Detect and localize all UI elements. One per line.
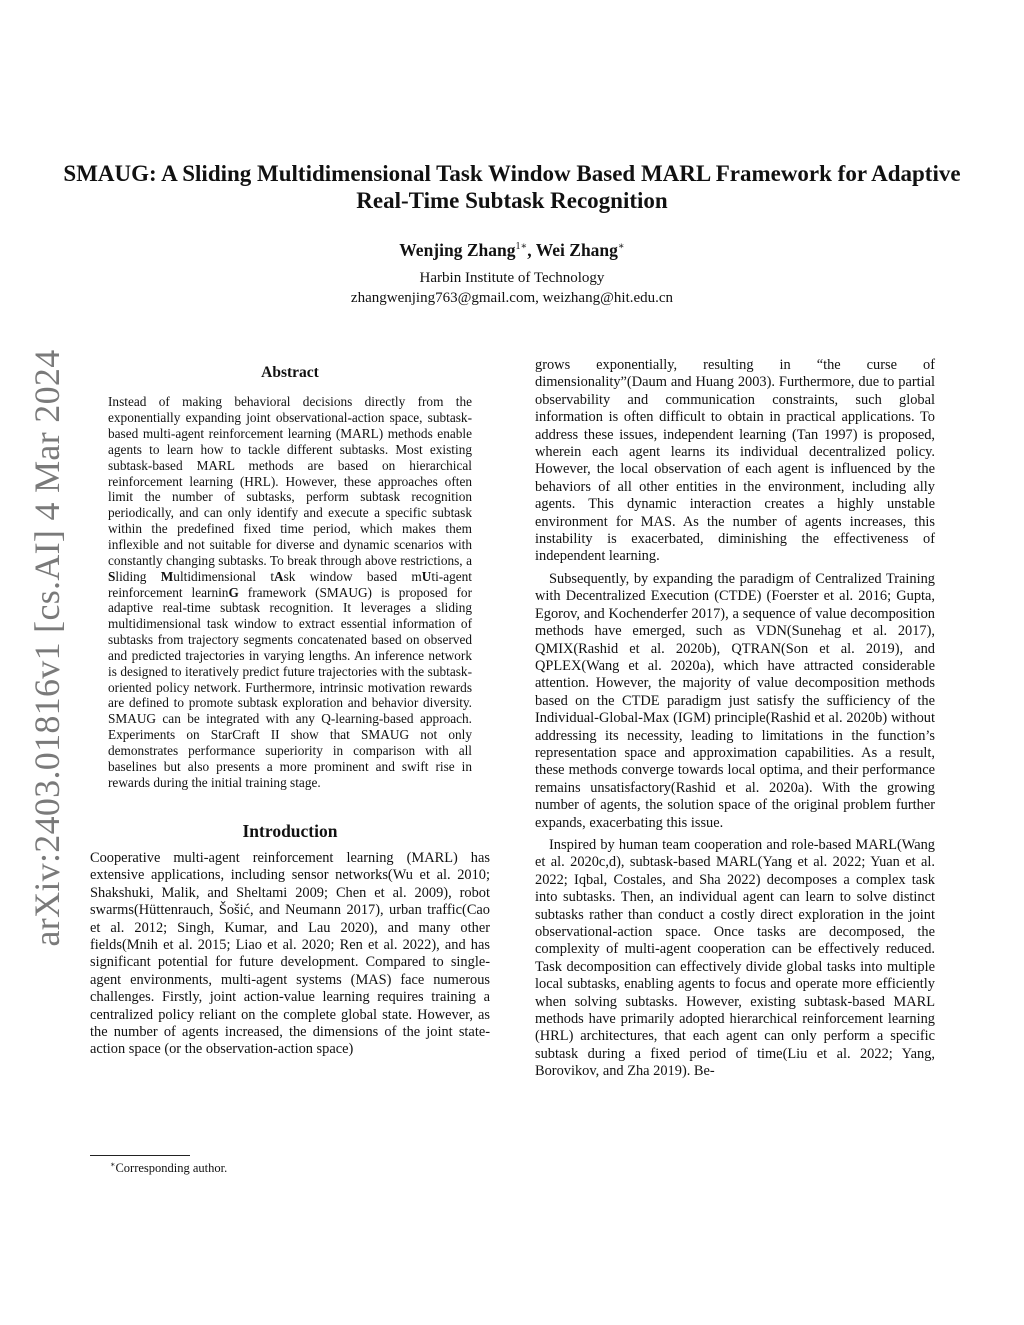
author-name: Wenjing Zhang	[399, 239, 516, 260]
left-column	[90, 360, 490, 1059]
footnote-text	[90, 1160, 490, 1176]
author-emails: zhangwenjing763@gmail.com, weizhang@hit.edu.cn	[350, 290, 674, 306]
introduction-paragraph: Inspired by human team cooperation and role-based MARL(Wang et al. 2020c,d), subtask-based MARL(Yang et al. 2022; Yuan et al. 2022; Iqbal, Costales, and Sha 2022) decomposes a complex task into subtasks. Then, an individual agent can learn to solve distinct subtasks rather than conduct a costly direct exploration in the joint observational-action space. Once tasks are decomposed, the complexity of multi-agent cooperation can be effectively reduced. Task decomposition can effectively divide global tasks into multiple local subtasks, enabling agents to focus and operate more efficiently when solving subtasks. However, existing subtask-based MARL methods have primarily adopted hierarchical reinforcement learning (HRL) architectures, that each agent can only perform a specific subtask during a fixed period of time(Liu et al. 2022; Yang, Borovikov, and Zha 2019). Be-	[535, 836, 935, 1080]
author-affiliation-mark: 1∗	[515, 241, 528, 252]
introduction-paragraph: Cooperative multi-agent reinforcement learning (MARL) has extensive applications, including sensor networks(Wu et al. 2010; Shakshuki, Malik, and Sheltami 2009; Chen et al. 2009), robot swarms(Hüttenrauch, Šošić, and Neumann 2017), urban traffic(Cao et al. 2012; Singh, Kumar, and Lau 2020), and many other fields(Mnih et al. 2015; Liao et al. 2020; Ren et al. 2022), and has significant potential for future development. Compared to single-agent environments, multi-agent systems (MAS) face numerous challenges. Firstly, joint action-value learning requires training a centralized policy reliant on the complete global state. However, as the number of agents increased, the dimensions of the joint state-action space (or the observation-action space)	[90, 849, 490, 1058]
acronym-text: liding	[115, 568, 161, 584]
author-separator: ,	[527, 239, 536, 260]
author-list	[0, 236, 1024, 261]
abstract-text: Instead of making behavioral decisions directly from the exponentially expanding joint observational-action space, subtask-based multi-agent reinforcement learning (MARL) methods enable agents to learn how to tackle different subtasks. Most existing subtask-based MARL methods are based on hierarchical reinforcement learning (HRL). However, these approaches often limit the number of subtasks, perform subtask recognition periodically, and can only identify and execute a specific subtask within the predefined fixed time period, which makes them inflexible and not suitable for diverse and dynamic scenarios with constantly changing subtasks. To break through above restrictions, a	[108, 394, 472, 568]
footnote-rule	[90, 1155, 190, 1156]
author-name: Wei Zhang	[535, 239, 618, 260]
acronym-letter: U	[421, 568, 432, 584]
acronym-letter: A	[274, 568, 284, 584]
paper-title: SMAUG: A Sliding Multidimensional Task Window Based MARL Framework for Adaptive Real-Time Subtask Recognition	[63, 161, 961, 213]
right-column	[535, 357, 935, 1081]
affiliation: Harbin Institute of Technology	[419, 270, 605, 286]
introduction-paragraph: Subsequently, by expanding the paradigm of Centralized Training with Decentralized Execution (CTDE) (Foerster et al. 2016; Gupta, Egorov, and Kochenderfer 2017), a sequence of value decomposition methods have emerged, such as VDN(Sunehag et al. 2017), QMIX(Rashid et al. 2020b), QTRAN(Son et al. 2019), and QPLEX(Wang et al. 2020a), which have attracted considerable attention. However, the majority of value decomposition methods based on the CTDE paradigm just satisfy the sufficiency of the Individual-Global-Max (IGM) principle(Rashid et al. 2020b) without addressing its necessity, leading to limitations in the function’s representation space and approximation capabilities. As a result, these methods converge towards local optima, and their performance remains unsatisfactory(Rashid et al. 2020a). With the growing number of agents, the solution space of the original problem further expands, exacerbating this issue.	[535, 570, 935, 831]
arxiv-identifier: arXiv:2403.01816v1 [cs.AI] 4 Mar 2024	[27, 349, 67, 947]
acronym-text: ultidimensional t	[173, 568, 275, 584]
footnote-mark: ∗	[110, 1160, 116, 1169]
acronym-text: ti-agent reinforcement learnin	[108, 568, 473, 600]
acronym-letter: M	[160, 568, 174, 584]
footnote-body: Corresponding author.	[115, 1161, 228, 1176]
introduction-heading: Introduction	[242, 820, 338, 841]
abstract-body	[108, 394, 472, 790]
acronym-text: sk window based m	[283, 568, 422, 584]
author-affiliation-mark: ∗	[617, 241, 625, 252]
acronym-letter: G	[228, 584, 239, 600]
abstract-text: framework (SMAUG) is proposed for adaptive real-time subtask recognition. It leverages a sliding multidimensional task window to extract essential information of subtasks from trajectory segments concatenated based on observed and predicted trajectories in varying lengths. An inference network is designed to iteratively predict future trajectories with the subtask-oriented policy network. Furthermore, intrinsic motivation rewards are defined to promote subtask exploration and behavior diversity. SMAUG can be integrated with any Q-learning-based approach. Experiments on StarCraft II show that SMAUG not only demonstrates performance superiority in comparison with all baselines but also presents a more prominent and swift rise in rewards during the initial training stage.	[108, 584, 473, 790]
footnote	[90, 1155, 490, 1176]
introduction-paragraph-continued: grows exponentially, resulting in “the curse of dimensionality”(Daum and Huang 2003). Furthermore, due to partial observability and communication constraints, such global information is often difficult to obtain in practical applications. To address these issues, independent learning (Tan 1997) is proposed, wherein each agent learns its individual decentralized policy. However, the local observation of each agent is influenced by the behaviors of all other entities in the environment, including ally agents. This dynamic interaction creates a highly unstable environment for MAS. As the number of agents increases, this instability is exacerbated, diminishing the effectiveness of independent learning.	[535, 357, 935, 565]
acronym-letter: S	[108, 568, 116, 584]
abstract-heading: Abstract	[261, 364, 319, 381]
